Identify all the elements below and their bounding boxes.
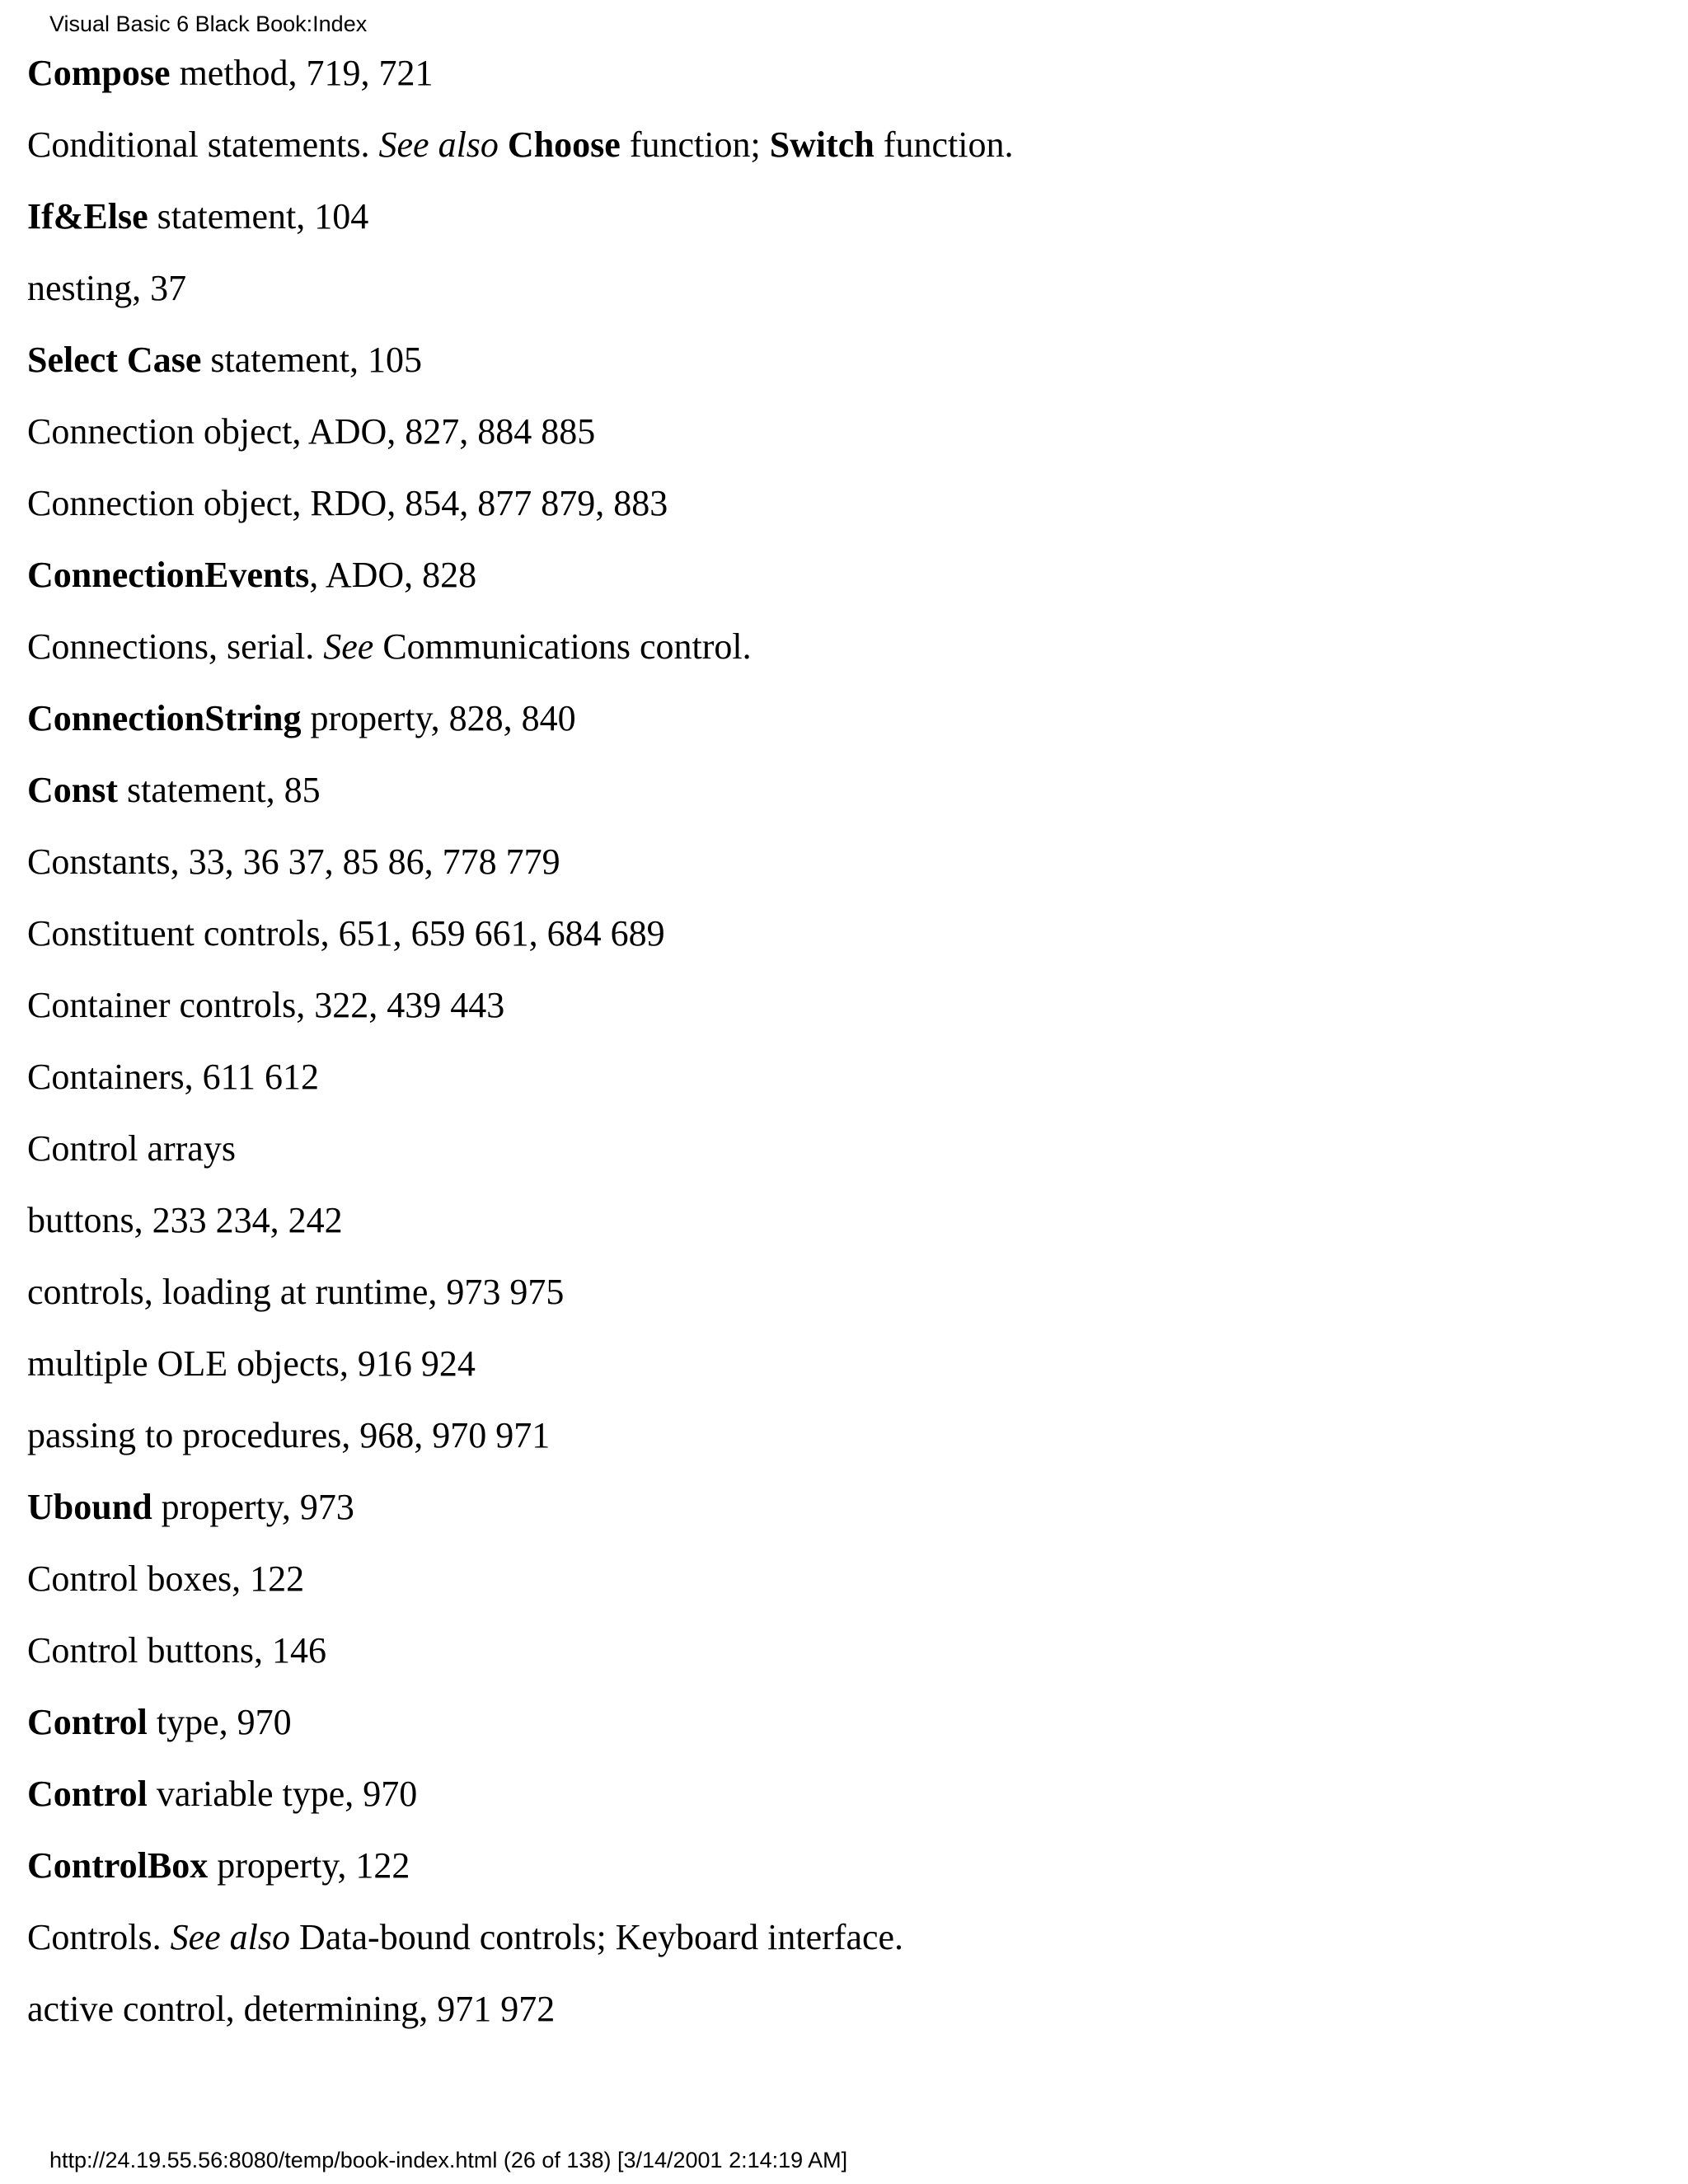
index-entry xyxy=(27,1915,1013,1987)
index-entry-text: , ADO, 828 xyxy=(309,555,477,595)
index-term-keyword: Choose xyxy=(507,124,621,165)
index-term-keyword: Compose xyxy=(27,53,171,93)
index-entry-text: statement, 105 xyxy=(201,340,422,380)
index-entry xyxy=(27,625,1013,696)
index-term-keyword: Switch xyxy=(769,124,874,165)
index-entry-text: nesting, 37 xyxy=(27,268,187,308)
index-term-keyword: Control xyxy=(27,1702,148,1742)
index-term-keyword: ConnectionString xyxy=(27,698,302,738)
index-cross-reference: See also xyxy=(378,124,499,165)
index-entry-text: buttons, 233 234, 242 xyxy=(27,1200,343,1240)
index-entry xyxy=(27,1700,1013,1772)
index-entry-text: Communications control. xyxy=(373,626,752,667)
index-entry-text: property, 973 xyxy=(152,1487,354,1527)
index-entry xyxy=(27,338,1013,410)
index-term-keyword: If&Else xyxy=(27,196,148,237)
index-entry-text: Connection object, RDO, 854, 877 879, 883 xyxy=(27,483,668,523)
index-entry xyxy=(27,1342,1013,1413)
index-entry xyxy=(27,1055,1013,1127)
index-entry-text: Controls. xyxy=(27,1917,171,1957)
index-term-keyword: ConnectionEvents xyxy=(27,555,310,595)
index-term-keyword: Select Case xyxy=(27,340,202,380)
index-entry-text: Control buttons, 146 xyxy=(27,1630,327,1671)
index-term-keyword: Control xyxy=(27,1774,148,1814)
index-entry-text: Conditional statements. xyxy=(27,124,379,165)
page-footer-url: http://24.19.55.56:8080/temp/book-index.html (26 of 138) [3/14/2001 2:14:19 AM] xyxy=(49,2148,848,2172)
index-entry xyxy=(27,983,1013,1055)
index-entry-text: function. xyxy=(874,124,1014,165)
index-entry xyxy=(27,1772,1013,1844)
index-entry xyxy=(27,1270,1013,1342)
index-entry-text: method, 719, 721 xyxy=(170,53,434,93)
index-entry-text: Control arrays xyxy=(27,1128,236,1169)
index-entry-text: Control boxes, 122 xyxy=(27,1558,305,1599)
index-term-keyword: ControlBox xyxy=(27,1845,209,1886)
index-entry xyxy=(27,1127,1013,1198)
index-entry-text: Data-bound controls; Keyboard interface. xyxy=(289,1917,904,1957)
index-entry-text: property, 828, 840 xyxy=(301,698,576,738)
index-entry xyxy=(27,1485,1013,1557)
index-entry-text: property, 122 xyxy=(208,1845,410,1886)
index-entry-text: passing to procedures, 968, 970 971 xyxy=(27,1415,551,1455)
index-entry xyxy=(27,1557,1013,1629)
index-entry xyxy=(27,768,1013,840)
index-entry-text: multiple OLE objects, 916 924 xyxy=(27,1343,476,1384)
index-entry xyxy=(27,912,1013,983)
index-entry-text: Connections, serial. xyxy=(27,626,324,667)
index-cross-reference: See also xyxy=(170,1917,290,1957)
index-entry xyxy=(27,123,1013,194)
page-header: Visual Basic 6 Black Book:Index xyxy=(49,12,368,36)
index-entry xyxy=(27,553,1013,625)
index-entry xyxy=(27,1629,1013,1700)
index-cross-reference: See xyxy=(323,626,374,667)
index-entry xyxy=(27,266,1013,338)
index-entry-text: Constituent controls, 651, 659 661, 684 689 xyxy=(27,913,665,954)
index-entry-text: variable type, 970 xyxy=(147,1774,418,1814)
index-term-keyword: Const xyxy=(27,770,119,810)
index-entry-text: Containers, 611 612 xyxy=(27,1057,319,1097)
index-entry-text: statement, 104 xyxy=(148,196,369,237)
index-entry xyxy=(27,51,1013,123)
index-entry xyxy=(27,1844,1013,1915)
index-entry xyxy=(27,194,1013,266)
index-entry xyxy=(27,481,1013,553)
index-list xyxy=(27,51,1013,2059)
index-entry xyxy=(27,696,1013,768)
index-entry xyxy=(27,840,1013,912)
index-entry-text xyxy=(499,124,508,165)
index-entry-text: Constants, 33, 36 37, 85 86, 778 779 xyxy=(27,841,560,882)
index-entry-text: active control, determining, 971 972 xyxy=(27,1989,556,2029)
index-entry-text: Container controls, 322, 439 443 xyxy=(27,985,505,1025)
index-term-keyword: Ubound xyxy=(27,1487,152,1527)
index-entry-text: Connection object, ADO, 827, 884 885 xyxy=(27,411,596,452)
index-entry-text: function; xyxy=(620,124,770,165)
index-entry xyxy=(27,1413,1013,1485)
index-entry xyxy=(27,410,1013,481)
index-entry xyxy=(27,1987,1013,2059)
index-entry-text: statement, 85 xyxy=(118,770,321,810)
index-entry-text: controls, loading at runtime, 973 975 xyxy=(27,1272,565,1312)
index-entry-text: type, 970 xyxy=(147,1702,292,1742)
index-entry xyxy=(27,1198,1013,1270)
